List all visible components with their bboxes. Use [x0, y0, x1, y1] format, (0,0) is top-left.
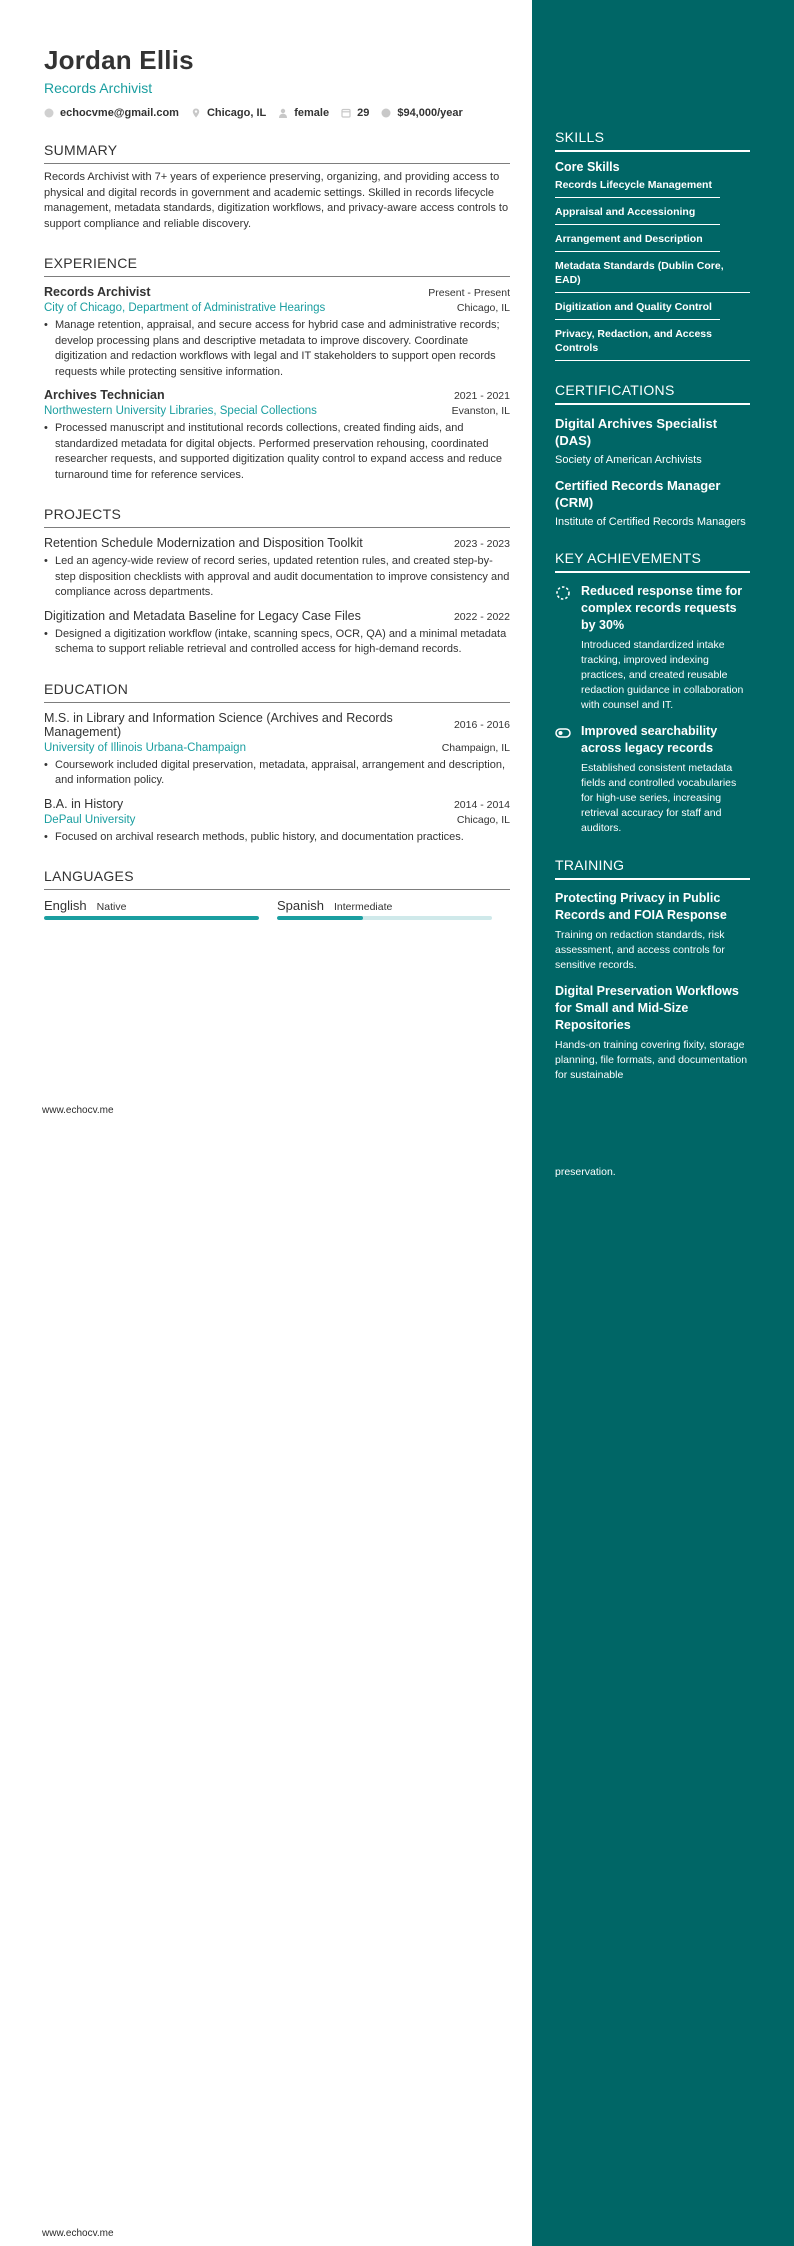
- language-proficiency-bar: [277, 916, 492, 920]
- skill-item: Privacy, Redaction, and Access Controls: [555, 320, 750, 361]
- candidate-role: Records Archivist: [44, 80, 153, 96]
- training-title: Protecting Privacy in Public Records and FOIA Response: [555, 891, 727, 922]
- certification-issuer: Society of American Archivists: [555, 454, 702, 466]
- skill-item: Appraisal and Accessioning: [555, 198, 720, 225]
- age-text: 29: [357, 107, 370, 119]
- education-entry: [44, 797, 510, 846]
- language-item: [277, 898, 492, 920]
- skill-item: Arrangement and Description: [555, 225, 720, 252]
- sidebar-column: [555, 128, 750, 1083]
- language-item: [44, 898, 259, 920]
- achievement-item: [555, 723, 750, 836]
- money-icon: [381, 108, 391, 118]
- person-icon: [278, 108, 288, 118]
- language-name: Spanish: [277, 898, 324, 913]
- candidate-name: Jordan Ellis: [44, 45, 194, 75]
- degree-title: M.S. in Library and Information Science (Archives and Records Management): [44, 710, 393, 739]
- entry-title: Archives Technician: [44, 388, 165, 402]
- language-proficiency-fill: [277, 916, 363, 920]
- skills-heading: SKILLS: [555, 128, 750, 152]
- contact-row: [44, 107, 510, 119]
- language-proficiency-bar: [44, 916, 259, 920]
- entry-title: Records Archivist: [44, 285, 151, 299]
- certification-item: [555, 477, 750, 529]
- gender-text: female: [294, 107, 330, 119]
- dashed-circle-icon: [555, 585, 571, 601]
- certification-item: [555, 415, 750, 467]
- summary-heading: SUMMARY: [44, 141, 510, 164]
- entry-date: 2021 - 2021: [453, 390, 510, 402]
- languages-heading: LANGUAGES: [44, 867, 510, 890]
- experience-entry: [44, 285, 510, 380]
- at-icon: [44, 108, 54, 118]
- skills-subheading: Core Skills: [555, 160, 620, 174]
- experience-entry: [44, 388, 510, 483]
- training-item: [555, 890, 750, 973]
- skill-item: Records Lifecycle Management: [555, 174, 720, 198]
- school-location: Chicago, IL: [456, 813, 510, 826]
- school-name: University of Illinois Urbana-Champaign: [44, 741, 246, 754]
- contact-location: [191, 107, 266, 119]
- project-title: Digitization and Metadata Baseline for Legacy Case Files: [44, 608, 361, 623]
- certifications-heading: CERTIFICATIONS: [555, 381, 750, 405]
- language-proficiency-fill: [44, 916, 259, 920]
- location-text: Chicago, IL: [206, 107, 267, 119]
- certification-name: Certified Records Manager (CRM): [555, 478, 721, 510]
- calendar-icon: [341, 108, 351, 118]
- language-level: Intermediate: [333, 901, 393, 913]
- contact-gender: [278, 107, 329, 119]
- entry-bullet: • Processed manuscript and institutional records collections, created finding aids, and standardized metadata for digital objects. Performed preservation rehousing, coordinated researcher requests, and supported digitization quality control to expand access and reduce turnaround time for reference services.: [44, 421, 510, 483]
- project-date: 2023 - 2023: [453, 538, 510, 550]
- entry-date: Present - Present: [428, 287, 510, 299]
- entry-organization: City of Chicago, Department of Administrative Hearings: [44, 302, 326, 314]
- project-title: Retention Schedule Modernization and Disposition Toolkit: [44, 536, 363, 550]
- education-heading: EDUCATION: [44, 680, 510, 703]
- projects-heading: PROJECTS: [44, 505, 510, 528]
- project-entry: [44, 609, 510, 658]
- contact-age: [341, 107, 369, 119]
- languages-list: [44, 898, 510, 920]
- training-description: Hands-on training covering fixity, storage planning, file formats, and documentation for sustainable: [555, 1039, 748, 1081]
- achievement-title: Improved searchability across legacy records: [581, 724, 718, 755]
- education-entry: [44, 711, 510, 789]
- training-description-continuation: preservation.: [555, 1166, 616, 1178]
- project-entry: [44, 536, 510, 601]
- education-bullet: • Coursework included digital preservation, metadata, appraisal, arrangement and description, and information policy.: [44, 758, 510, 789]
- achievement-description: Established consistent metadata fields and controlled vocabularies for high-use series, increasing retrieval accuracy for staff and auditors.: [581, 762, 737, 834]
- email-text: echocvme@gmail.com: [60, 107, 179, 119]
- certification-issuer: Institute of Certified Records Managers: [555, 516, 746, 528]
- toggle-icon: [555, 725, 571, 741]
- entry-bullet: • Manage retention, appraisal, and secure access for hybrid case and administrative records; develop processing plans and descriptive metadata to improve discovery. Coordinate digitization and redaction workflows with legal and IT stakeholders to support open records requests while protecting sensitive information.: [44, 318, 510, 380]
- school-name: DePaul University: [44, 813, 136, 826]
- education-bullet: • Focused on archival research methods, public history, and documentation practices.: [44, 830, 510, 846]
- skill-item: Metadata Standards (Dublin Core, EAD): [555, 252, 750, 293]
- achievement-title: Reduced response time for complex records requests by 30%: [581, 584, 743, 632]
- achievement-item: [555, 583, 750, 713]
- entry-location: Evanston, IL: [451, 405, 510, 417]
- project-date: 2022 - 2022: [453, 610, 510, 623]
- degree-date: 2014 - 2014: [453, 798, 510, 811]
- degree-title: B.A. in History: [44, 796, 124, 811]
- contact-salary: [381, 107, 462, 119]
- degree-date: 2016 - 2016: [453, 718, 510, 731]
- main-column: [44, 44, 510, 920]
- experience-heading: EXPERIENCE: [44, 254, 510, 277]
- training-title: Digital Preservation Workflows for Small and Mid-Size Repositories: [555, 984, 739, 1032]
- project-bullet: • Designed a digitization workflow (intake, scanning specs, OCR, QA) and a minimal metadata schema to support reliable retrieval and controlled access for high-demand records.: [44, 627, 510, 658]
- entry-location: Chicago, IL: [456, 302, 510, 314]
- training-item: [555, 983, 750, 1083]
- school-location: Champaign, IL: [441, 741, 510, 754]
- footer-link[interactable]: www.echocv.me: [42, 1105, 114, 1116]
- location-pin-icon: [191, 108, 201, 118]
- project-bullet: • Led an agency-wide review of record series, updated retention rules, and created step-by-step disposition checklists with approval and audit documentation to improve consistency and compliance across departments.: [44, 554, 510, 601]
- training-heading: TRAINING: [555, 856, 750, 880]
- salary-text: $94,000/year: [397, 107, 463, 119]
- training-description: Training on redaction standards, risk assessment, and access controls for sensitive records.: [555, 929, 725, 971]
- language-level: Native: [96, 901, 127, 913]
- achievements-heading: KEY ACHIEVEMENTS: [555, 549, 750, 573]
- achievement-description: Introduced standardized intake tracking, improved indexing practices, and created reusable redaction guidance in collaboration with counsel and IT.: [581, 639, 744, 711]
- entry-organization: Northwestern University Libraries, Special Collections: [44, 405, 317, 417]
- certification-name: Digital Archives Specialist (DAS): [555, 416, 718, 448]
- language-name: English: [44, 898, 87, 913]
- footer-link[interactable]: www.echocv.me: [42, 2228, 114, 2239]
- skill-item: Digitization and Quality Control: [555, 293, 720, 320]
- summary-text: Records Archivist with 7+ years of experience preserving, organizing, and providing access to physical and digital records in government and academic settings. Skilled in records lifecycle management, metadata standards, digitization workflows, and privacy-aware access controls to support compliance and reliable discovery.: [44, 171, 509, 230]
- contact-email[interactable]: [44, 107, 179, 119]
